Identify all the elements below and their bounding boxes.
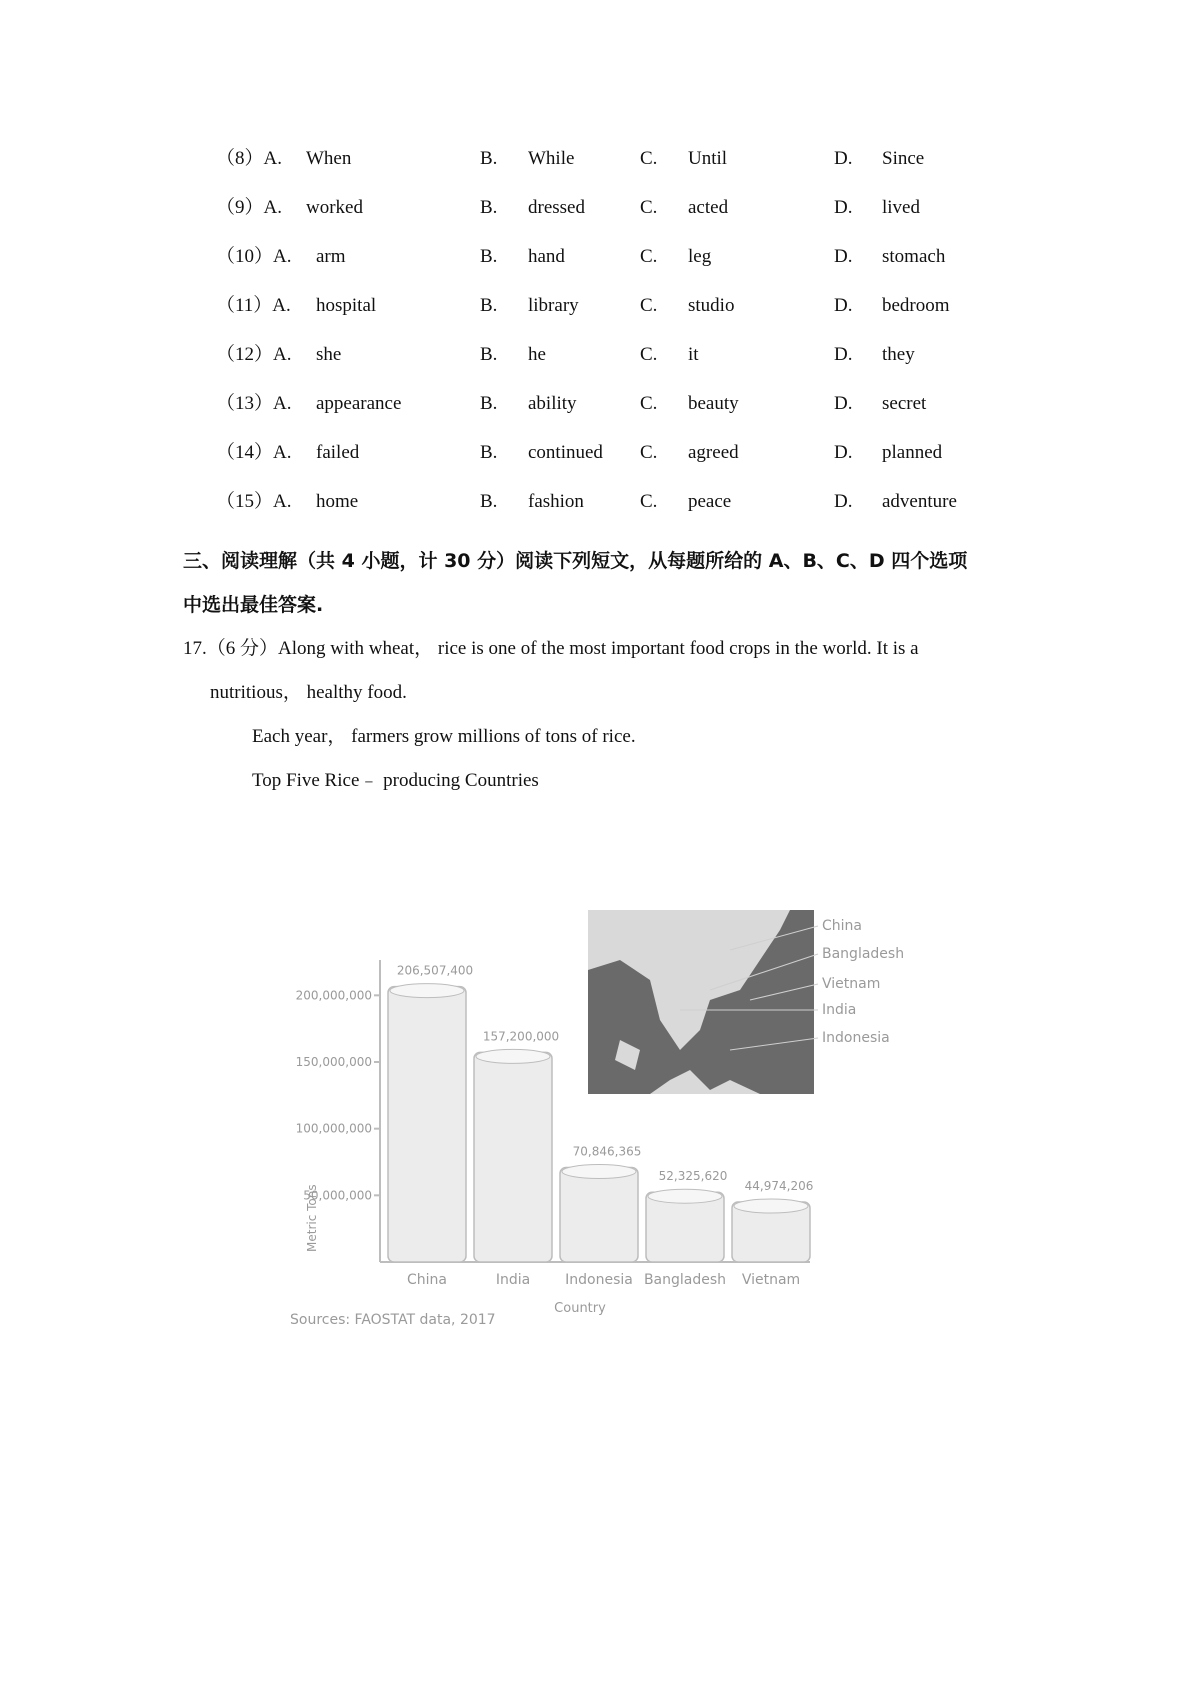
option-d: secret xyxy=(882,393,927,414)
option-a: appearance xyxy=(316,393,402,414)
question-17-line-3: Each year， farmers grow millions of tons of rice. xyxy=(252,726,636,747)
chart-source: Sources: FAOSTAT data, 2017 xyxy=(290,1312,496,1328)
map-label: Indonesia xyxy=(822,1030,890,1046)
bar-top xyxy=(734,1199,808,1213)
rice-production-chart xyxy=(290,900,950,1460)
data-label: 206,507,400 xyxy=(396,963,474,978)
option-d-letter: D. xyxy=(834,148,853,169)
question-number: （12）A. xyxy=(216,344,292,365)
option-a: she xyxy=(316,344,342,365)
question-17-line-2: nutritious， healthy food. xyxy=(210,682,407,703)
option-a: worked xyxy=(306,197,363,218)
y-tick-label: 50,000,000 xyxy=(303,1188,372,1203)
x-tick-label: India xyxy=(495,1272,531,1288)
data-label: 70,846,365 xyxy=(572,1144,642,1159)
data-label: 44,974,206 xyxy=(744,1179,814,1194)
x-tick-label: Vietnam xyxy=(741,1272,801,1288)
x-axis-title: Country xyxy=(554,1301,606,1316)
option-row xyxy=(0,291,1200,321)
option-d: stomach xyxy=(882,246,946,267)
map-label: China xyxy=(822,918,862,934)
chart-caption: Top Five Rice﹣ producing Countries xyxy=(252,770,539,791)
question-number: （8）A. xyxy=(216,148,282,169)
option-c-letter: C. xyxy=(640,344,658,365)
option-d: bedroom xyxy=(882,295,950,316)
section-heading xyxy=(183,546,1043,620)
option-c: it xyxy=(688,344,699,365)
option-c-letter: C. xyxy=(640,442,658,463)
option-a: arm xyxy=(316,246,346,267)
section-heading-line-2: 中选出最佳答案. xyxy=(183,594,324,616)
y-tick-label: 100,000,000 xyxy=(295,1121,372,1136)
option-b-letter: B. xyxy=(480,442,498,463)
map-label: India xyxy=(822,1002,857,1018)
option-b-letter: B. xyxy=(480,246,498,267)
option-d: adventure xyxy=(882,491,957,512)
option-d-letter: D. xyxy=(834,393,853,414)
option-b-letter: B. xyxy=(480,344,498,365)
option-c-letter: C. xyxy=(640,491,658,512)
option-c: leg xyxy=(688,246,712,267)
question-17-line-1: 17.（6 分）Along with wheat， rice is one of the most important food crops in the world. It is a xyxy=(183,638,919,659)
option-d: they xyxy=(882,344,915,365)
option-c-letter: C. xyxy=(640,148,658,169)
option-b: While xyxy=(528,148,575,169)
y-tick-label: 200,000,000 xyxy=(295,988,372,1003)
option-d-letter: D. xyxy=(834,344,853,365)
bar-top xyxy=(390,984,464,998)
map-label: Vietnam xyxy=(822,976,881,992)
data-label: 157,200,000 xyxy=(482,1029,560,1044)
option-c-letter: C. xyxy=(640,393,658,414)
chart-svg xyxy=(290,900,950,1460)
option-a: home xyxy=(316,491,359,512)
bar xyxy=(474,1052,552,1262)
option-b: ability xyxy=(528,393,577,414)
option-b-letter: B. xyxy=(480,197,498,218)
option-c-letter: C. xyxy=(640,197,658,218)
option-b: hand xyxy=(528,246,565,267)
option-c: beauty xyxy=(688,393,739,414)
option-b-letter: B. xyxy=(480,295,498,316)
option-d-letter: D. xyxy=(834,246,853,267)
option-a: failed xyxy=(316,442,360,463)
option-d: Since xyxy=(882,148,925,169)
option-d: lived xyxy=(882,197,920,218)
map-label: Bangladesh xyxy=(822,946,905,962)
option-b-letter: B. xyxy=(480,393,498,414)
option-row xyxy=(0,242,1200,272)
map-labels xyxy=(822,918,904,1046)
bar-top xyxy=(476,1049,550,1063)
option-row xyxy=(0,340,1200,370)
option-row xyxy=(0,193,1200,223)
option-b: he xyxy=(528,344,546,365)
question-number: （11）A. xyxy=(216,295,291,316)
option-c-letter: C. xyxy=(640,295,658,316)
option-b-letter: B. xyxy=(480,491,498,512)
data-label: 52,325,620 xyxy=(658,1169,728,1184)
question-number: （14）A. xyxy=(216,442,292,463)
y-tick-label: 150,000,000 xyxy=(295,1055,372,1069)
question-number: （15）A. xyxy=(216,491,292,512)
option-d-letter: D. xyxy=(834,491,853,512)
option-c-letter: C. xyxy=(640,246,658,267)
option-d-letter: D. xyxy=(834,197,853,218)
option-row xyxy=(0,144,1200,174)
option-c: agreed xyxy=(688,442,739,463)
option-row xyxy=(0,438,1200,468)
option-d: planned xyxy=(882,442,943,463)
option-b: dressed xyxy=(528,197,585,218)
option-a: When xyxy=(306,148,352,169)
asia-map-inset xyxy=(588,910,818,1094)
bar xyxy=(560,1168,638,1262)
option-row xyxy=(0,389,1200,419)
question-number: （9）A. xyxy=(216,197,282,218)
option-c: acted xyxy=(688,197,729,218)
question-number: （10）A. xyxy=(216,246,292,267)
y-axis-title: Metric Tons xyxy=(305,1184,319,1252)
option-row xyxy=(0,487,1200,517)
bar xyxy=(388,987,466,1262)
option-a: hospital xyxy=(316,295,377,316)
x-axis-labels xyxy=(407,1272,800,1288)
x-tick-label: Bangladesh xyxy=(643,1272,727,1288)
option-b: continued xyxy=(528,442,603,463)
x-tick-label: Indonesia xyxy=(565,1272,633,1288)
x-tick-label: China xyxy=(407,1272,447,1288)
section-heading-line-1: 三、阅读理解（共 4 小题，计 30 分）阅读下列短文，从每题所给的 A、B、C、D 四个选项 xyxy=(183,550,968,572)
option-c: studio xyxy=(688,295,735,316)
question-number: （13）A. xyxy=(216,393,292,414)
option-b: fashion xyxy=(528,491,584,512)
option-d-letter: D. xyxy=(834,442,853,463)
bar-top xyxy=(648,1189,722,1203)
option-b: library xyxy=(528,295,579,316)
option-b-letter: B. xyxy=(480,148,498,169)
option-d-letter: D. xyxy=(834,295,853,316)
bar-top xyxy=(562,1165,636,1179)
option-c: Until xyxy=(688,148,728,169)
option-c: peace xyxy=(688,491,732,512)
